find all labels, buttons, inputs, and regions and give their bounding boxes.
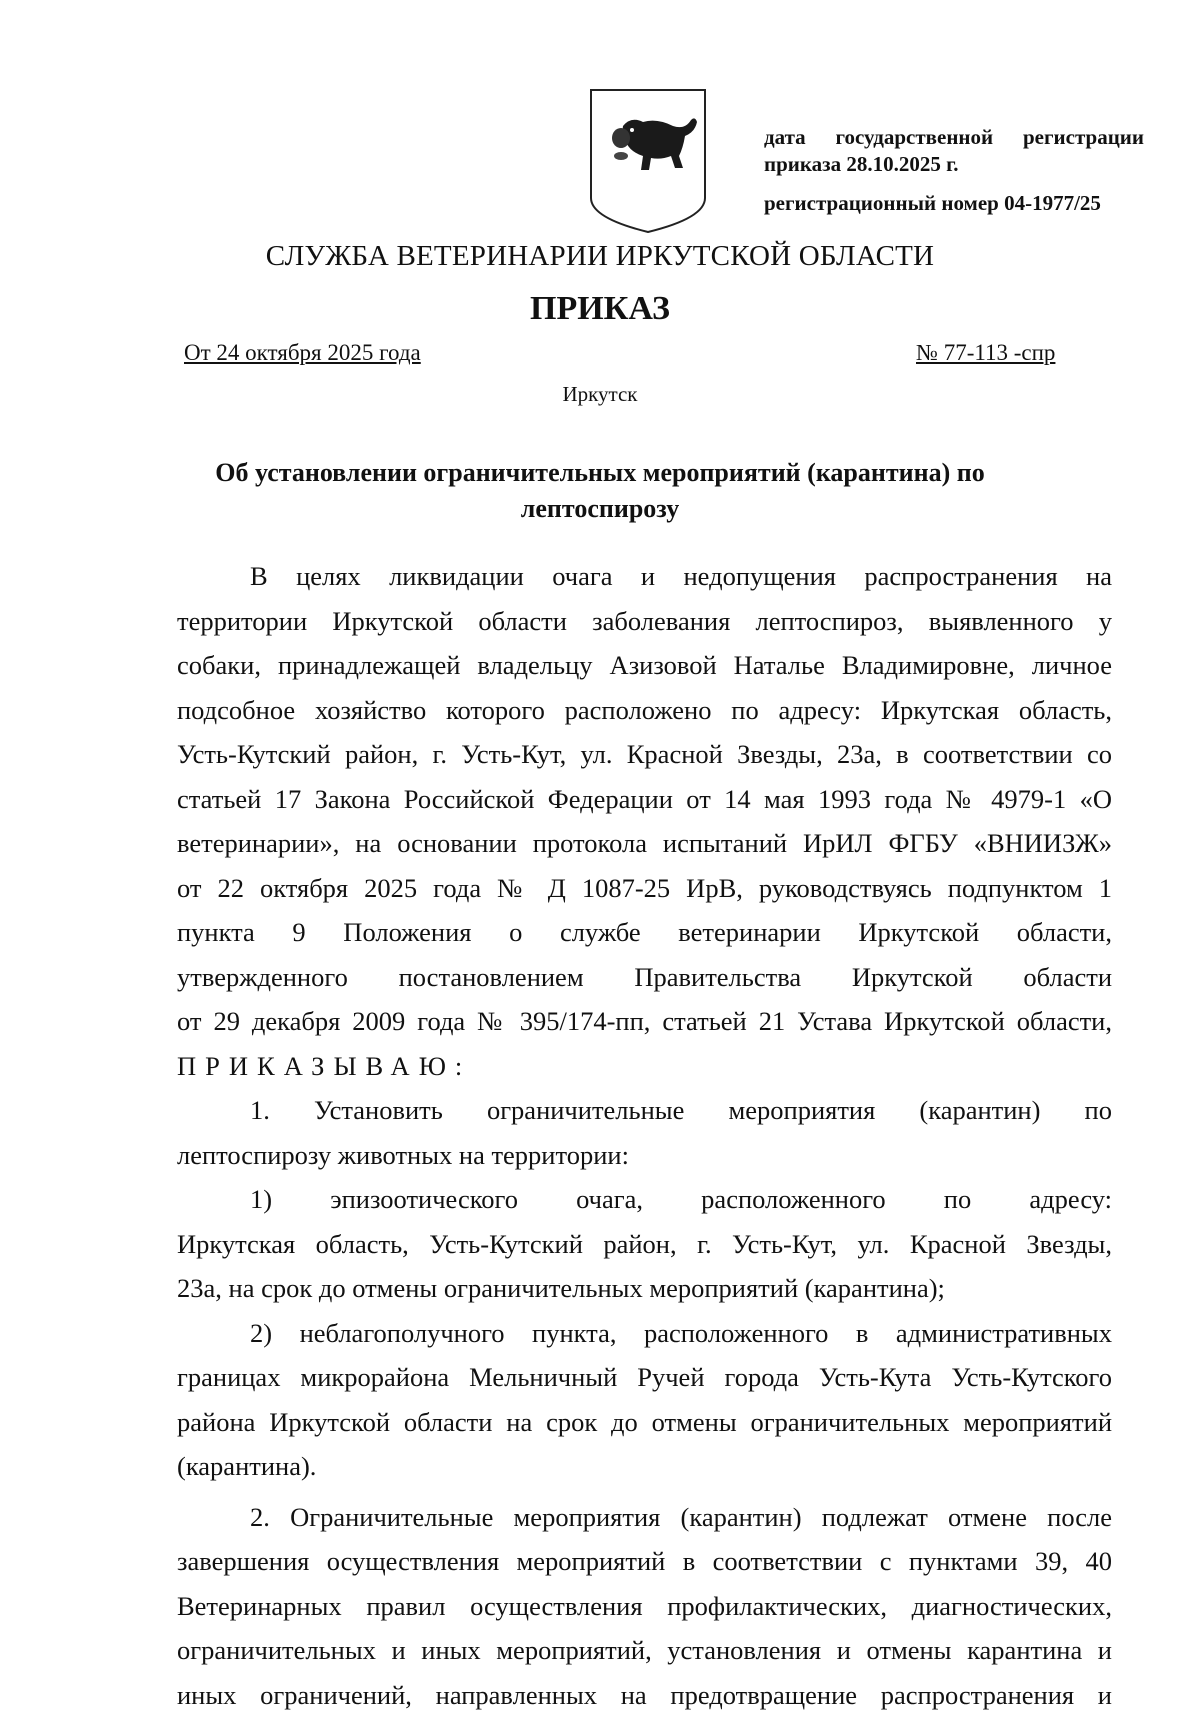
item-1-2-line: (карантина).	[177, 1444, 1112, 1489]
body-line: собаки, принадлежащей владельцу Азизовой Наталье Владимировне, личное	[177, 643, 1112, 688]
body-line: территории Иркутской области заболевания лептоспироз, выявленного у	[177, 599, 1112, 644]
body-line: Усть-Кутский район, г. Усть-Кут, ул. Красной Звезды, 23а, в соответствии со	[177, 732, 1112, 777]
item-2-line: иных ограничений, направленных на предотвращение распространения и	[177, 1673, 1112, 1717]
item-1-1-line: 23а, на срок до отмены ограничительных мероприятий (карантина);	[177, 1266, 1112, 1311]
body-line: подсобное хозяйство которого расположено по адресу: Иркутская область,	[177, 688, 1112, 733]
item-1-1-line: Иркутская область, Усть-Кутский район, г. Усть-Кут, ул. Красной Звезды,	[177, 1222, 1112, 1267]
body-line: от 29 декабря 2009 года № 395/174-пп, статьей 21 Устава Иркутской области,	[177, 999, 1112, 1044]
body-line: В целях ликвидации очага и недопущения распространения на	[177, 554, 1112, 599]
item-1-1-line: 1) эпизоотического очага, расположенного по адресу:	[177, 1177, 1112, 1222]
agency-name: СЛУЖБА ВЕТЕРИНАРИИ ИРКУТСКОЙ ОБЛАСТИ	[0, 240, 1200, 273]
item-1-2-line: границах микрорайона Мельничный Ручей города Усть-Кута Усть-Кутского	[177, 1355, 1112, 1400]
registration-stamp	[764, 124, 1144, 217]
item-2-line: Ветеринарных правил осуществления профилактических, диагностических,	[177, 1584, 1112, 1629]
order-word: ПРИКАЗЫВАЮ:	[177, 1044, 1112, 1089]
order-date: От 24 октября 2025 года	[184, 340, 421, 366]
order-city: Иркутск	[0, 382, 1200, 407]
item-2-line: 2. Ограничительные мероприятия (карантин) подлежат отмене после	[177, 1495, 1112, 1540]
subject-line: Об установлении ограничительных мероприятий (карантина) по	[200, 455, 1000, 491]
item-1-line: 1. Установить ограничительные мероприятия (карантин) по	[177, 1088, 1112, 1133]
body-line: от 22 октября 2025 года № Д 1087-25 ИрВ, руководствуясь подпунктом 1	[177, 866, 1112, 911]
body-line: утвержденного постановлением Правительства Иркутской области	[177, 955, 1112, 1000]
order-number: № 77-113 -спр	[916, 340, 1055, 366]
item-2-line: завершения осуществления мероприятий в соответствии с пунктами 39, 40	[177, 1539, 1112, 1584]
item-1-2-line: 2) неблагополучного пункта, расположенного в административных	[177, 1311, 1112, 1356]
item-2-line: ограничительных и иных мероприятий, установления и отмены карантина и	[177, 1628, 1112, 1673]
coat-of-arms-icon	[587, 86, 709, 236]
item-1-2-line: района Иркутской области на срок до отмены ограничительных мероприятий	[177, 1400, 1112, 1445]
subject-line: лептоспирозу	[200, 491, 1000, 527]
body-line: ветеринарии», на основании протокола испытаний ИрИЛ ФГБУ «ВНИИЗЖ»	[177, 821, 1112, 866]
body-line: пункта 9 Положения о службе ветеринарии Иркутской области,	[177, 910, 1112, 955]
body-line: статьей 17 Закона Российской Федерации от 14 мая 1993 года № 4979-1 «О	[177, 777, 1112, 822]
order-subject	[200, 455, 1000, 527]
registration-number: регистрационный номер 04-1977/25	[764, 190, 1144, 217]
item-1-line: лептоспирозу животных на территории:	[177, 1133, 1112, 1178]
registration-line: дата государственной регистрации	[764, 124, 1144, 151]
registration-line: приказа 28.10.2025 г.	[764, 151, 1144, 178]
order-body	[177, 554, 1112, 1717]
document-type-title: ПРИКАЗ	[0, 290, 1200, 328]
